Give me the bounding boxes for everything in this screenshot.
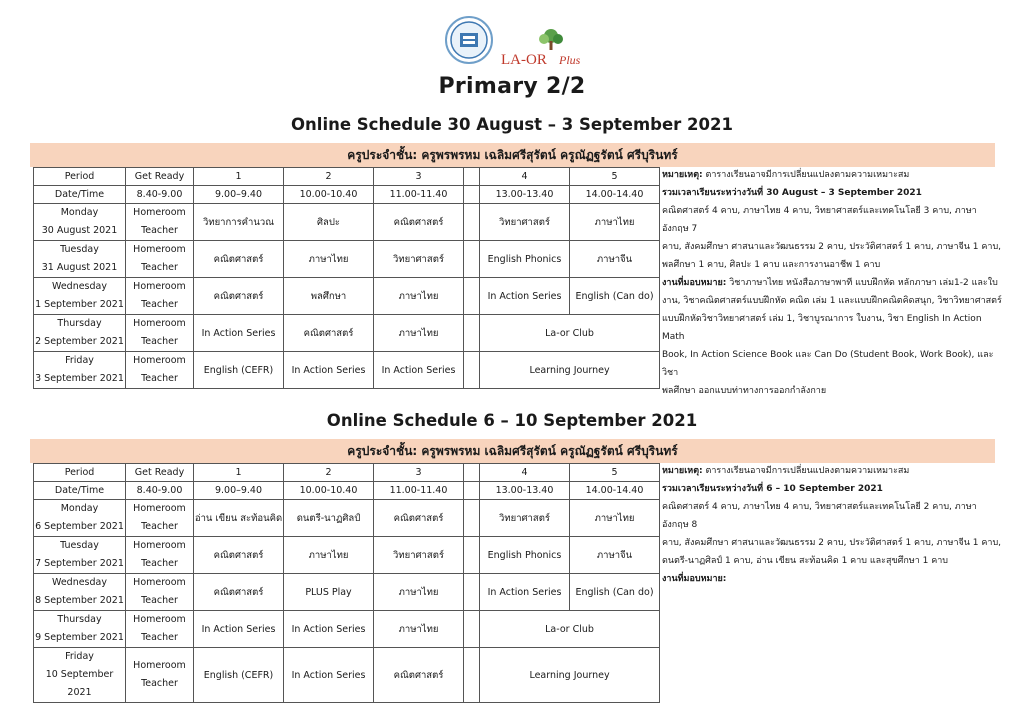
day-cell-line-1: Friday	[65, 651, 94, 662]
period-4-subject: วิทยาศาสตร์	[480, 500, 570, 537]
assignment-line-cont: แบบฝึกหัดวิชาวิทยาศาสตร์ เล่ม 1, วิชาบูรณาการ ใบงาน, วิชา English In Action Math	[662, 314, 982, 342]
period-2-subject: พลศึกษา	[284, 278, 374, 315]
period-1-label: 1	[194, 168, 284, 186]
homeroom-cell-line-1: Homeroom	[133, 660, 186, 671]
period-4-time: 13.00-13.40	[480, 186, 570, 204]
homeroom-cell-line-1: Homeroom	[133, 540, 186, 551]
homeroom-cell-line-2: Teacher	[141, 595, 178, 606]
day-cell	[34, 500, 126, 537]
period-1-subject: คณิตศาสตร์	[194, 278, 284, 315]
lunch-gap	[464, 241, 480, 278]
period-5-subject: ภาษาจีน	[570, 537, 660, 574]
homeroom-cell-line-1: Homeroom	[133, 503, 186, 514]
period-4-subject: In Action Series	[480, 278, 570, 315]
homeroom-cell	[126, 278, 194, 315]
homeroom-teacher-bar: ครูประจำชั้น: ครูพรพรหม เฉลิมศรีสุรัตน์ ครูณัฏฐรัตน์ ศรีบุรินทร์	[30, 439, 995, 463]
period-3-subject: คณิตศาสตร์	[374, 204, 464, 241]
period-5-label: 5	[570, 168, 660, 186]
period-1-subject: อ่าน เขียน สะท้อนคิด	[194, 500, 284, 537]
remark-label: หมายเหตุ:	[662, 170, 703, 180]
homeroom-cell-line-1: Homeroom	[133, 281, 186, 292]
homeroom-cell	[126, 204, 194, 241]
period-2-subject: ภาษาไทย	[284, 241, 374, 278]
day-cell	[34, 537, 126, 574]
schedule-table	[33, 167, 660, 389]
schedule-notes	[662, 462, 1002, 588]
homeroom-cell	[126, 537, 194, 574]
day-cell-line-2: 7 September 2021	[35, 558, 124, 569]
period-4-time: 13.00-13.40	[480, 482, 570, 500]
homeroom-cell-line-2: Teacher	[141, 558, 178, 569]
period-1-subject: วิทยาการคำนวณ	[194, 204, 284, 241]
schedule-table	[33, 463, 660, 703]
period-1-subject: คณิตศาสตร์	[194, 537, 284, 574]
lunch-gap	[464, 648, 480, 703]
period-2-subject: ภาษาไทย	[284, 537, 374, 574]
period-3-subject: ภาษาไทย	[374, 574, 464, 611]
homeroom-cell	[126, 352, 194, 389]
time-row	[34, 482, 660, 500]
period-1-time: 9.00–9.40	[194, 186, 284, 204]
getready-time: 8.40-9.00	[126, 186, 194, 204]
datetime-label: Date/Time	[34, 482, 126, 500]
remark-text: ตารางเรียนอาจมีการเปลี่ยนแปลงตามความเหมาะสม	[702, 466, 910, 476]
day-cell	[34, 648, 126, 703]
brand-plus: Plus	[559, 53, 581, 67]
table-row	[34, 648, 660, 703]
lunch-gap	[464, 278, 480, 315]
period-1-subject: In Action Series	[194, 611, 284, 648]
period-3-label: 3	[374, 464, 464, 482]
day-cell	[34, 315, 126, 352]
period-2-subject: In Action Series	[284, 648, 374, 703]
period-3-subject: คณิตศาสตร์	[374, 500, 464, 537]
day-cell-line-1: Thursday	[57, 614, 102, 625]
day-cell-line-1: Wednesday	[51, 281, 107, 292]
page-title: Primary 2/2	[438, 74, 586, 99]
period-1-subject: English (CEFR)	[194, 352, 284, 389]
time-row	[34, 186, 660, 204]
day-cell	[34, 204, 126, 241]
homeroom-cell	[126, 574, 194, 611]
table-row	[34, 611, 660, 648]
lunch-gap	[464, 315, 480, 352]
period-2-time: 10.00-10.40	[284, 186, 374, 204]
period-1-subject: In Action Series	[194, 315, 284, 352]
period-1-subject: คณิตศาสตร์	[194, 241, 284, 278]
homeroom-cell-line-2: Teacher	[141, 225, 178, 236]
schedule-title: Online Schedule 6 – 10 September 2021	[326, 411, 698, 430]
total-hours-line: ดนตรี-นาฏศิลป์ 1 คาบ, อ่าน เขียน สะท้อนคิด 1 คาบ และสุขศึกษา 1 คาบ	[662, 556, 949, 566]
day-cell	[34, 611, 126, 648]
lunch-gap	[464, 204, 480, 241]
lunch-gap	[464, 482, 480, 500]
getready-label: Get Ready	[126, 464, 194, 482]
period-label: Period	[34, 168, 126, 186]
period-3-subject: ภาษาไทย	[374, 611, 464, 648]
tree-icon	[539, 29, 563, 50]
period-3-label: 3	[374, 168, 464, 186]
period-1-subject: คณิตศาสตร์	[194, 574, 284, 611]
remark-line	[662, 462, 1002, 480]
afternoon-activity: Learning Journey	[480, 648, 660, 703]
day-cell-line-2: 30 August 2021	[41, 225, 118, 236]
assignment-text: วิชาภาษาไทย หนังสือภาษาพาที แบบฝึกหัด หลักภาษา เล่ม1-2 และใบ	[726, 278, 998, 288]
table-row	[34, 500, 660, 537]
day-cell-line-1: Wednesday	[51, 577, 107, 588]
day-cell	[34, 574, 126, 611]
period-5-subject: ภาษาจีน	[570, 241, 660, 278]
assignment-line-cont: พลศึกษา ออกแบบท่าทางการออกกำลังกาย	[662, 386, 827, 396]
homeroom-cell-line-2: Teacher	[141, 299, 178, 310]
total-hours-line: คณิตศาสตร์ 4 คาบ, ภาษาไทย 4 คาบ, วิทยาศาสตร์และเทคโนโลยี 3 คาบ, ภาษาอังกฤษ 7	[662, 206, 977, 234]
day-cell	[34, 241, 126, 278]
schedule-notes	[662, 166, 1002, 400]
period-2-subject: คณิตศาสตร์	[284, 315, 374, 352]
day-cell-line-1: Thursday	[57, 318, 102, 329]
period-3-subject: In Action Series	[374, 352, 464, 389]
period-5-subject: ภาษาไทย	[570, 204, 660, 241]
day-cell-line-1: Friday	[65, 355, 94, 366]
period-2-subject: ศิลปะ	[284, 204, 374, 241]
period-3-subject: วิทยาศาสตร์	[374, 537, 464, 574]
homeroom-cell	[126, 648, 194, 703]
period-2-subject: In Action Series	[284, 611, 374, 648]
assignment-line-cont: งาน, วิชาคณิตศาสตร์แบบฝึกหัด คณิต เล่ม 1 และแบบฝึกคณิตคิดสนุก, วิชาวิทยาศาสตร์	[662, 296, 1002, 306]
datetime-label: Date/Time	[34, 186, 126, 204]
period-5-label: 5	[570, 464, 660, 482]
lunch-gap	[464, 186, 480, 204]
assignment-line	[662, 274, 1002, 292]
period-1-subject: English (CEFR)	[194, 648, 284, 703]
day-cell-line-1: Monday	[60, 207, 99, 218]
table-row	[34, 241, 660, 278]
lunch-gap	[464, 574, 480, 611]
day-cell-line-2: 31 August 2021	[41, 262, 118, 273]
day-cell-line-2: 2 September 2021	[35, 336, 124, 347]
homeroom-cell-line-1: Homeroom	[133, 577, 186, 588]
remark-text: ตารางเรียนอาจมีการเปลี่ยนแปลงตามความเหมาะสม	[702, 170, 910, 180]
afternoon-activity: La-or Club	[480, 611, 660, 648]
period-3-subject: ภาษาไทย	[374, 315, 464, 352]
period-5-subject: English (Can do)	[570, 278, 660, 315]
period-4-subject: English Phonics	[480, 241, 570, 278]
assignment-label: งานที่มอบหมาย:	[662, 278, 727, 288]
period-1-label: 1	[194, 464, 284, 482]
day-cell-line-2: 8 September 2021	[35, 595, 124, 606]
period-4-subject: วิทยาศาสตร์	[480, 204, 570, 241]
lunch-gap	[464, 500, 480, 537]
homeroom-cell-line-1: Homeroom	[133, 355, 186, 366]
day-cell-line-1: Tuesday	[60, 540, 99, 551]
day-cell-line-2: 3 September 2021	[35, 373, 124, 384]
table-row	[34, 315, 660, 352]
lunch-gap	[464, 168, 480, 186]
homeroom-cell-line-1: Homeroom	[133, 318, 186, 329]
period-4-subject: In Action Series	[480, 574, 570, 611]
period-3-subject: ภาษาไทย	[374, 278, 464, 315]
homeroom-cell-line-2: Teacher	[141, 262, 178, 273]
period-1-time: 9.00–9.40	[194, 482, 284, 500]
brand-main: LA-OR	[501, 52, 547, 68]
table-row	[34, 204, 660, 241]
laor-plus-logo	[499, 28, 609, 68]
remark-label: หมายเหตุ:	[662, 466, 703, 476]
homeroom-cell-line-2: Teacher	[141, 373, 178, 384]
period-label: Period	[34, 464, 126, 482]
total-hours-line: คาบ, สังคมศึกษา ศาสนาและวัฒนธรรม 2 คาบ, ประวัติศาสตร์ 1 คาบ, ภาษาจีน 1 คาบ,	[662, 242, 1002, 252]
table-row	[34, 278, 660, 315]
lunch-gap	[464, 352, 480, 389]
homeroom-teacher-bar: ครูประจำชั้น: ครูพรพรหม เฉลิมศรีสุรัตน์ ครูณัฏฐรัตน์ ศรีบุรินทร์	[30, 143, 995, 167]
lunch-gap	[464, 611, 480, 648]
lunch-gap	[464, 537, 480, 574]
afternoon-activity: La-or Club	[480, 315, 660, 352]
day-cell-line-2: 1 September 2021	[35, 299, 124, 310]
homeroom-cell	[126, 315, 194, 352]
homeroom-cell-line-2: Teacher	[141, 678, 178, 689]
total-hours-label: รวมเวลาเรียนระหว่างวันที่ 30 August – 3 September 2021	[662, 188, 922, 198]
period-5-time: 14.00-14.40	[570, 482, 660, 500]
table-row	[34, 352, 660, 389]
period-3-subject: วิทยาศาสตร์	[374, 241, 464, 278]
period-2-subject: ดนตรี-นาฏศิลป์	[284, 500, 374, 537]
period-2-time: 10.00-10.40	[284, 482, 374, 500]
assignment-line-cont: Book, In Action Science Book และ Can Do (Student Book, Work Book), และวิชา	[662, 350, 994, 378]
day-cell	[34, 352, 126, 389]
total-hours-line: พลศึกษา 1 คาบ, ศิลปะ 1 คาบ และการงานอาชีพ 1 คาบ	[662, 260, 881, 270]
homeroom-cell-line-2: Teacher	[141, 632, 178, 643]
period-5-subject: English (Can do)	[570, 574, 660, 611]
homeroom-cell	[126, 241, 194, 278]
table-row	[34, 574, 660, 611]
remark-line	[662, 166, 1002, 184]
day-cell-line-1: Monday	[60, 503, 99, 514]
homeroom-cell-line-2: Teacher	[141, 336, 178, 347]
getready-time: 8.40-9.00	[126, 482, 194, 500]
period-5-subject: ภาษาไทย	[570, 500, 660, 537]
period-5-time: 14.00-14.40	[570, 186, 660, 204]
header-logos	[445, 14, 605, 70]
period-3-time: 11.00-11.40	[374, 186, 464, 204]
homeroom-cell-line-1: Homeroom	[133, 207, 186, 218]
schedule-title: Online Schedule 30 August – 3 September 2021	[291, 115, 733, 134]
afternoon-activity: Learning Journey	[480, 352, 660, 389]
day-cell-line-1: Tuesday	[60, 244, 99, 255]
assignment-label: งานที่มอบหมาย:	[662, 574, 727, 584]
period-2-subject: In Action Series	[284, 352, 374, 389]
getready-label: Get Ready	[126, 168, 194, 186]
period-2-label: 2	[284, 464, 374, 482]
homeroom-cell-line-1: Homeroom	[133, 614, 186, 625]
table-row	[34, 537, 660, 574]
period-3-time: 11.00-11.40	[374, 482, 464, 500]
day-cell-line-2: 10 September 2021	[45, 669, 114, 698]
homeroom-cell-line-2: Teacher	[141, 521, 178, 532]
homeroom-cell	[126, 611, 194, 648]
total-hours-line: คาบ, สังคมศึกษา ศาสนาและวัฒนธรรม 2 คาบ, ประวัติศาสตร์ 1 คาบ, ภาษาจีน 1 คาบ,	[662, 538, 1002, 548]
period-3-subject: คณิตศาสตร์	[374, 648, 464, 703]
total-hours-label: รวมเวลาเรียนระหว่างวันที่ 6 – 10 September 2021	[662, 484, 883, 494]
total-hours-line: คณิตศาสตร์ 4 คาบ, ภาษาไทย 4 คาบ, วิทยาศาสตร์และเทคโนโลยี 2 คาบ, ภาษาอังกฤษ 8	[662, 502, 977, 530]
day-cell-line-2: 9 September 2021	[35, 632, 124, 643]
period-4-subject: English Phonics	[480, 537, 570, 574]
homeroom-cell	[126, 500, 194, 537]
assignment-line	[662, 570, 1002, 588]
period-2-subject: PLUS Play	[284, 574, 374, 611]
lunch-gap	[464, 464, 480, 482]
period-4-label: 4	[480, 168, 570, 186]
period-header-row	[34, 464, 660, 482]
period-2-label: 2	[284, 168, 374, 186]
period-4-label: 4	[480, 464, 570, 482]
day-cell-line-2: 6 September 2021	[35, 521, 124, 532]
school-seal-icon	[445, 16, 493, 64]
day-cell	[34, 278, 126, 315]
homeroom-cell-line-1: Homeroom	[133, 244, 186, 255]
period-header-row	[34, 168, 660, 186]
